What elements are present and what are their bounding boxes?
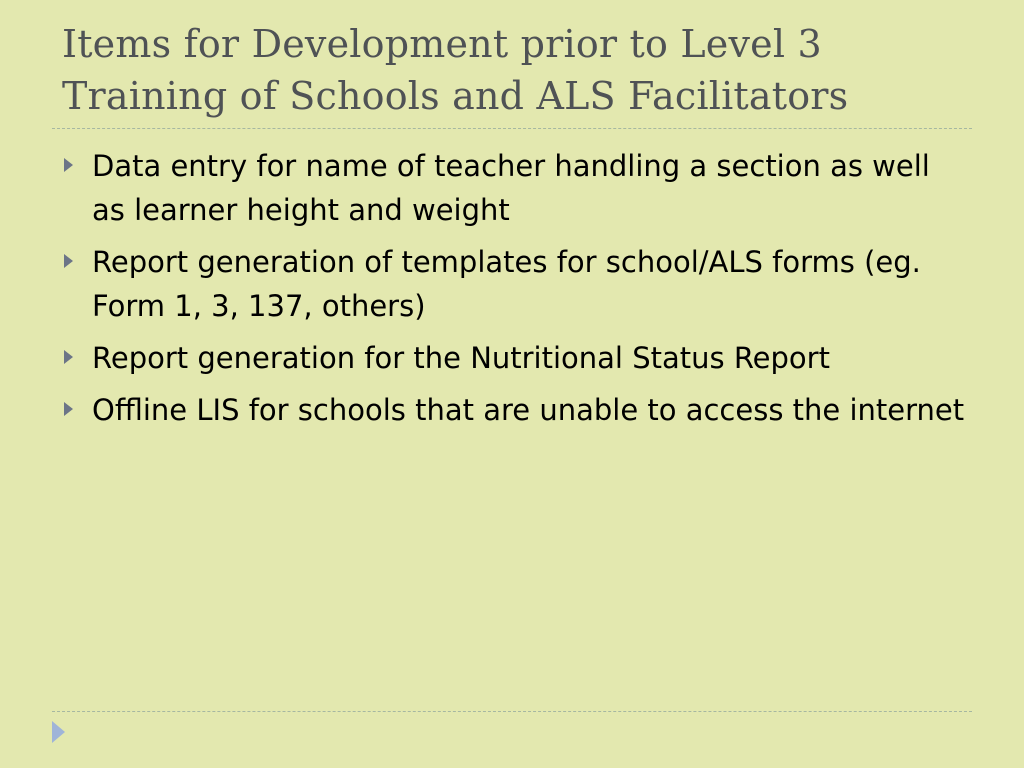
triangle-right-icon xyxy=(64,402,73,416)
bullet-text: Report generation for the Nutritional Status Report xyxy=(92,341,830,375)
triangle-right-icon xyxy=(64,254,73,268)
slide-title-line-2: Training of Schools and ALS Facilitators xyxy=(62,74,849,118)
bullet-text: Report generation of templates for school/ALS forms (eg. Form 1, 3, 137, others) xyxy=(92,245,921,323)
triangle-right-icon xyxy=(64,350,73,364)
bullet-text: Data entry for name of teacher handling a section as well as learner height and weight xyxy=(92,149,930,227)
title-divider xyxy=(52,128,972,129)
slide-title-line-1: Items for Development prior to Level 3 xyxy=(62,22,822,66)
footer-divider xyxy=(52,711,972,712)
bullet-list xyxy=(92,144,972,440)
bullet-item-offline-lis xyxy=(92,388,972,432)
triangle-right-icon xyxy=(64,158,73,172)
bullet-item-report-templates xyxy=(92,240,972,328)
slide-title xyxy=(62,18,992,122)
bullet-item-data-entry xyxy=(92,144,972,232)
bullet-text: Offline LIS for schools that are unable to access the internet xyxy=(92,393,965,427)
triangle-right-icon xyxy=(52,721,65,743)
bullet-item-nutritional-report xyxy=(92,336,972,380)
